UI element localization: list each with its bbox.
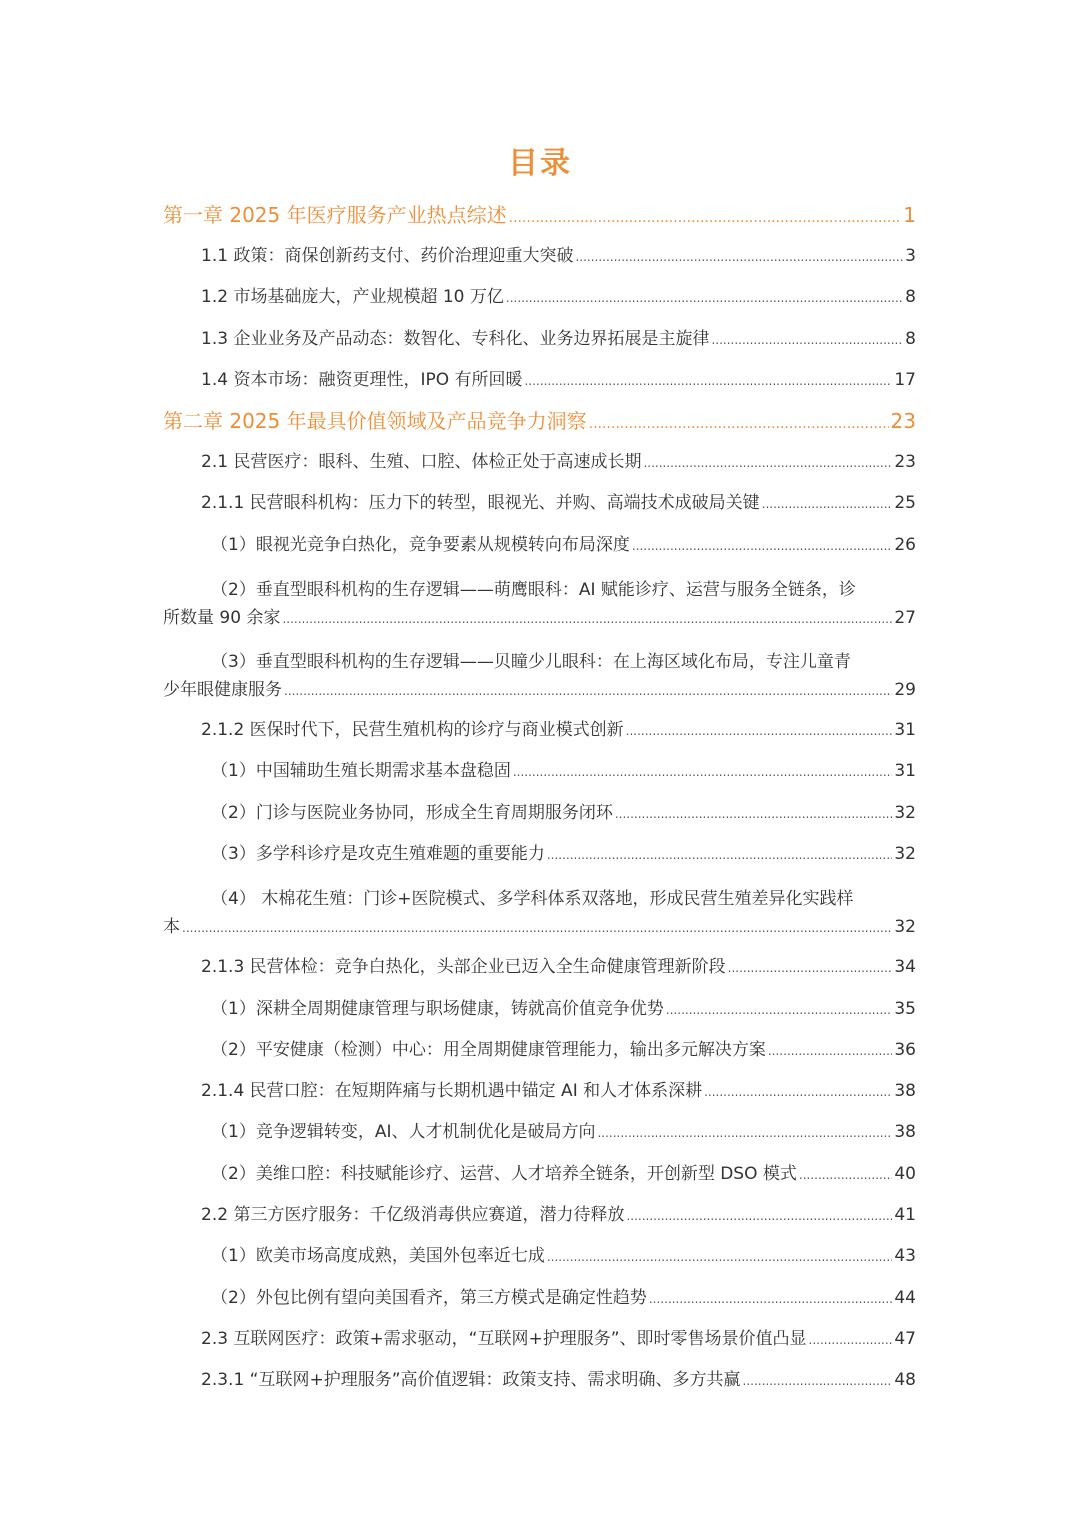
toc-page-number: 32 [894, 802, 916, 823]
toc-entry-text: 第一章 2025 年医疗服务产业热点综述 [163, 203, 507, 227]
leader-dots [626, 1196, 892, 1237]
toc-entry-text: 2.3.1 “互联网+护理服务”高价值逻辑：政策支持、需求明确、多方共赢 [201, 1370, 741, 1391]
toc-entry-text: （3）垂直型眼科机构的生存逻辑——贝瞳少儿眼科：在上海区域化布局，专注儿童青 [211, 652, 851, 673]
leader-dots [506, 278, 903, 319]
toc-page-number: 32 [894, 843, 916, 864]
toc-chapter-1[interactable] [163, 195, 916, 236]
toc-entry-dental-2[interactable] [163, 1154, 916, 1195]
toc-entry-third-2[interactable] [163, 1278, 916, 1319]
toc-page-number: 47 [894, 1328, 916, 1349]
toc-entry-2-1-2[interactable] [163, 710, 916, 751]
leader-dots [182, 914, 892, 942]
leader-dots [711, 320, 903, 361]
toc-entry-2-1-3[interactable] [163, 947, 916, 988]
toc-entry-health-2[interactable] [163, 1030, 916, 1071]
leader-dots [643, 443, 892, 484]
toc-entry-text-cont: 少年眼健康服务 [163, 680, 282, 701]
toc-entry-text: 1.1 政策：商保创新药支付、药价治理迎重大突破 [201, 246, 574, 266]
toc-entry-eye-3[interactable] [163, 638, 916, 710]
toc-entry-text: 2.2 第三方医疗服务：千亿级消毒供应赛道，潜力待释放 [201, 1205, 625, 1226]
toc-entry-text: （1）竞争逻辑转变，AI、人才机制优化是破局方向 [211, 1122, 596, 1143]
toc-page-number: 8 [905, 328, 916, 349]
leader-dots [649, 1279, 893, 1320]
toc-entry-text: （3）多学科诊疗是攻克生殖难题的重要能力 [211, 843, 545, 864]
toc-entry-third-1[interactable] [163, 1236, 916, 1277]
leader-dots [589, 404, 889, 445]
toc-page-number: 31 [894, 761, 916, 782]
toc-entry-1-1[interactable] [163, 236, 916, 277]
toc-entry-text: 2.3 互联网医疗：政策+需求驱动，“互联网+护理服务”、即时零售场景价值凸显 [201, 1328, 807, 1349]
table-of-contents [163, 195, 916, 1402]
toc-page-number: 43 [894, 1246, 916, 1267]
leader-dots [282, 605, 892, 633]
toc-page-number: 48 [894, 1370, 916, 1391]
toc-entry-1-4[interactable] [163, 360, 916, 401]
leader-dots [666, 990, 893, 1031]
toc-entry-text: （2）门诊与医院业务协同，形成全生育周期服务闭环 [211, 802, 613, 823]
toc-page-number: 38 [894, 1122, 916, 1143]
toc-entry-text: 1.4 资本市场：融资更理性，IPO 有所回暖 [201, 369, 523, 390]
leader-dots [615, 794, 893, 835]
leader-dots [509, 198, 902, 239]
toc-page-number: 36 [894, 1039, 916, 1060]
leader-dots [513, 752, 893, 793]
toc-page-number: 41 [894, 1205, 916, 1226]
leader-dots [284, 677, 892, 705]
leader-dots [809, 1320, 893, 1361]
leader-dots [597, 1113, 892, 1154]
toc-entry-text: 2.1 民营医疗：眼科、生殖、口腔、体检正处于高速成长期 [201, 452, 642, 473]
toc-page-number: 44 [894, 1287, 916, 1308]
toc-entry-text: 2.1.1 民营眼科机构：压力下的转型，眼视光、并购、高端技术成破局关键 [201, 493, 760, 514]
toc-entry-text: （4） 木棉花生殖：门诊+医院模式、多学科体系双落地，形成民营生殖差异化实践样 [211, 889, 854, 910]
toc-entry-2-1-4[interactable] [163, 1071, 916, 1112]
toc-entry-text: 1.3 企业业务及产品动态：数智化、专科化、业务边界拓展是主旋律 [201, 328, 710, 349]
toc-entry-text: 1.2 市场基础庞大，产业规模超 10 万亿 [201, 287, 504, 308]
toc-entry-text: （1）中国辅助生殖长期需求基本盘稳固 [211, 761, 511, 782]
leader-dots [728, 948, 893, 989]
toc-page-number: 40 [894, 1163, 916, 1184]
toc-entry-text: 第二章 2025 年最具价值领域及产品竞争力洞察 [163, 409, 587, 434]
leader-dots [799, 1155, 892, 1196]
toc-entry-eye-2[interactable] [163, 566, 916, 638]
toc-page-number: 31 [894, 720, 916, 741]
leader-dots [547, 1237, 893, 1278]
toc-page-number: 27 [894, 608, 916, 629]
page-title: 目录 [508, 146, 572, 181]
toc-entry-text-cont: 本 [163, 917, 180, 938]
toc-entry-2-3[interactable] [163, 1319, 916, 1360]
toc-page-number: 38 [894, 1081, 916, 1102]
toc-entry-2-1-1[interactable] [163, 483, 916, 524]
toc-page-number: 3 [905, 246, 916, 266]
toc-page-number: 23 [894, 452, 916, 473]
toc-page-number: 26 [894, 534, 916, 555]
toc-entry-repro-1[interactable] [163, 751, 916, 792]
toc-entry-text: （1）深耕全周期健康管理与职场健康，铸就高价值竞争优势 [211, 998, 664, 1019]
toc-page-number: 8 [905, 287, 916, 308]
toc-entry-text: （2）外包比例有望向美国看齐，第三方模式是确定性趋势 [211, 1287, 647, 1308]
toc-entry-text: 2.1.4 民营口腔：在短期阵痛与长期机遇中锚定 AI 和人才体系深耕 [201, 1081, 703, 1102]
toc-entry-2-1[interactable] [163, 442, 916, 483]
toc-entry-text: （1）眼视光竞争白热化，竞争要素从规模转向布局深度 [211, 534, 630, 555]
toc-entry-dental-1[interactable] [163, 1112, 916, 1153]
toc-page-number: 34 [894, 957, 916, 978]
toc-entry-text: （2）垂直型眼科机构的生存逻辑——萌鹰眼科：AI 赋能诊疗、运营与服务全链条，诊 [211, 580, 856, 601]
toc-page-number: 29 [894, 680, 916, 701]
toc-entry-2-3-1[interactable] [163, 1360, 916, 1401]
toc-page-number: 25 [894, 493, 916, 514]
toc-page-number: 17 [894, 369, 916, 390]
toc-entry-repro-2[interactable] [163, 793, 916, 834]
toc-page-number: 1 [903, 203, 916, 227]
toc-entry-2-2[interactable] [163, 1195, 916, 1236]
toc-entry-text-cont: 所数量 90 余家 [163, 608, 281, 629]
toc-entry-text: 2.1.2 医保时代下，民营生殖机构的诊疗与商业模式创新 [201, 720, 624, 741]
toc-entry-text: 2.1.3 民营体检：竞争白热化，头部企业已迈入全生命健康管理新阶段 [201, 957, 726, 978]
leader-dots [743, 1361, 893, 1402]
leader-dots [525, 361, 893, 402]
toc-entry-repro-3[interactable] [163, 834, 916, 875]
leader-dots [547, 835, 893, 876]
leader-dots [762, 484, 893, 525]
toc-entry-text: （2）美维口腔：科技赋能诊疗、运营、人才培养全链条，开创新型 DSO 模式 [211, 1163, 797, 1184]
toc-page-number: 32 [894, 917, 916, 938]
leader-dots [575, 237, 903, 278]
leader-dots [704, 1072, 892, 1113]
toc-entry-text: （1）欧美市场高度成熟，美国外包率近七成 [211, 1246, 545, 1267]
toc-entry-1-2[interactable] [163, 277, 916, 318]
toc-entry-health-1[interactable] [163, 989, 916, 1030]
leader-dots [626, 711, 893, 752]
leader-dots [768, 1031, 893, 1072]
toc-entry-eye-1[interactable] [163, 525, 916, 566]
leader-dots [632, 526, 893, 567]
toc-page-number: 23 [890, 409, 916, 434]
toc-entry-1-3[interactable] [163, 319, 916, 360]
toc-entry-text: （2）平安健康（检测）中心：用全周期健康管理能力，输出多元解决方案 [211, 1039, 766, 1060]
toc-page-number: 35 [894, 998, 916, 1019]
toc-entry-repro-4[interactable] [163, 875, 916, 947]
toc-chapter-2[interactable] [163, 401, 916, 442]
